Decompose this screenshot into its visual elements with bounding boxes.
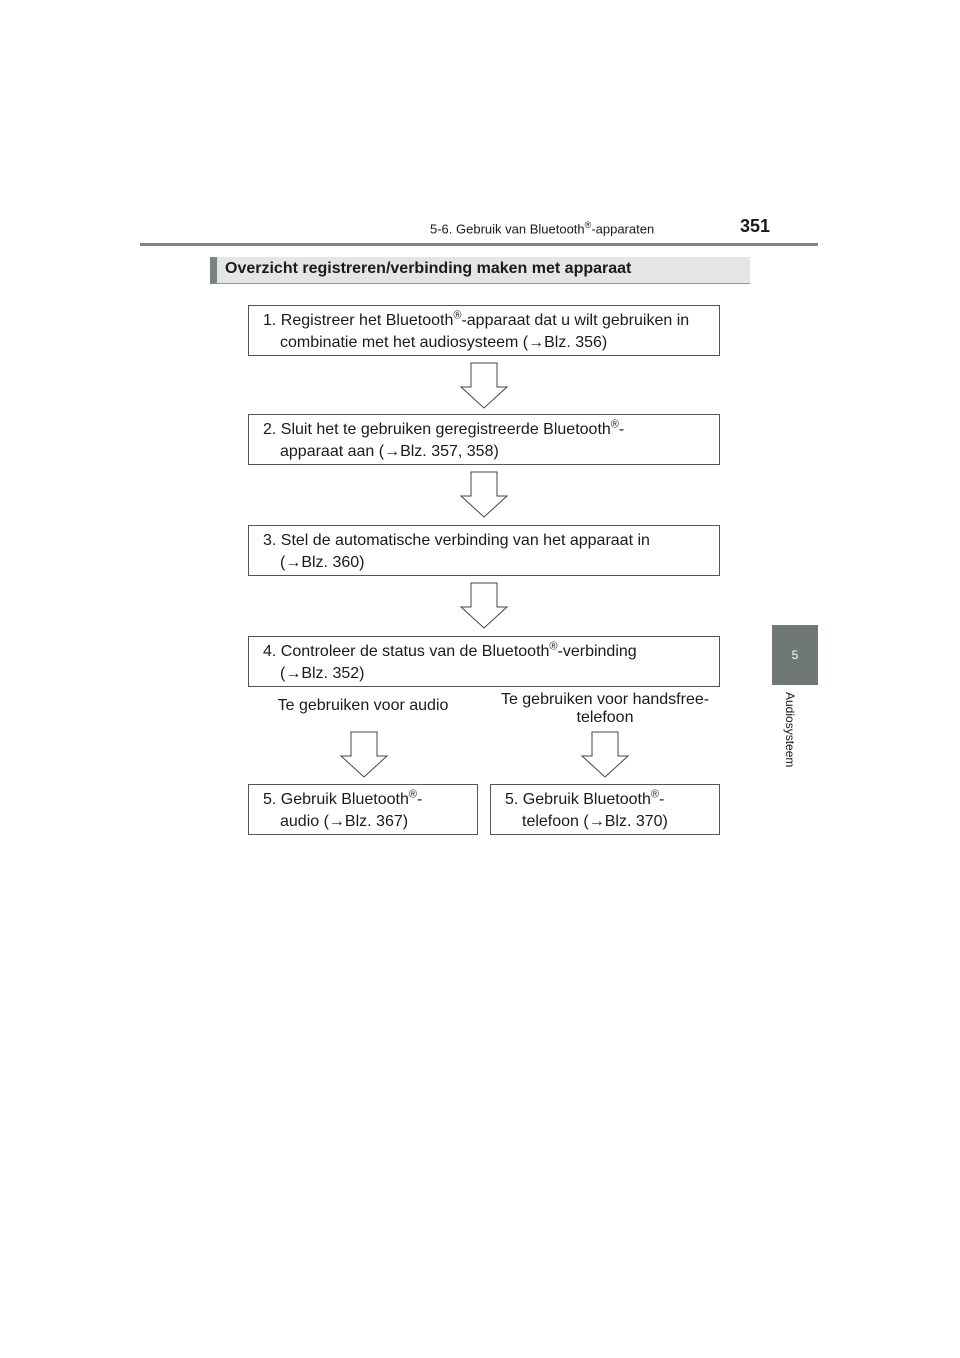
registered-mark: ® [610, 418, 619, 431]
step-text: 2. Sluit het te gebruiken geregistreerde Bluetooth [263, 421, 611, 438]
step-text-line2: apparaat aan (→Blz. 357, 358) [280, 443, 499, 460]
branch-label-handsfree [490, 691, 720, 727]
step-text-line2: telefoon (→Blz. 370) [522, 813, 668, 830]
step-text: - [618, 421, 625, 438]
branch-label-audio: Te gebruiken voor audio [277, 697, 449, 714]
step-text: 1. Registreer het Bluetooth [263, 312, 454, 329]
step-text: -apparaat dat u wilt gebruiken in [461, 312, 690, 329]
flow-step-3 [248, 525, 720, 576]
step-text: -verbinding [557, 643, 637, 660]
chapter-header [430, 220, 654, 236]
step-text: - [416, 791, 423, 808]
down-arrow-icon [460, 472, 508, 518]
header-divider [140, 243, 818, 246]
step-text-line2: audio (→Blz. 367) [280, 813, 409, 830]
chapter-header-suffix: -apparaten [591, 221, 655, 237]
step-text-line2: combinatie met het audiosysteem (→Blz. 356) [280, 334, 608, 351]
step-text: 5. Gebruik Bluetooth [505, 791, 651, 808]
down-arrow-icon [460, 363, 508, 409]
flow-step-5-telefoon [490, 784, 720, 835]
step-text: 3. Stel de automatische verbinding van het apparaat in [263, 532, 650, 549]
flow-step-4 [248, 636, 720, 687]
down-arrow-icon [460, 583, 508, 629]
flow-step-2 [248, 414, 720, 465]
registered-mark: ® [584, 220, 592, 230]
page-number: 351 [740, 216, 771, 236]
flow-step-5-audio [248, 784, 478, 835]
flow-step-1 [248, 305, 720, 356]
down-arrow-icon [581, 732, 629, 778]
step-text: - [658, 791, 665, 808]
branch-label-line2: telefoon [576, 709, 634, 726]
down-arrow-icon [340, 732, 388, 778]
registered-mark: ® [549, 640, 558, 653]
registered-mark: ® [453, 309, 462, 322]
registered-mark: ® [650, 788, 659, 801]
section-heading-bar [210, 257, 750, 284]
registered-mark: ® [408, 788, 417, 801]
section-title: Overzicht registreren/verbinding maken met apparaat [225, 260, 632, 277]
chapter-header-text: 5-6. Gebruik van Bluetooth [430, 221, 585, 237]
branch-label-line1: Te gebruiken voor handsfree- [500, 691, 710, 708]
step-text-line2: (→Blz. 360) [280, 554, 365, 571]
step-text-line2: (→Blz. 352) [280, 665, 365, 682]
chapter-tab-label: Audiosysteem [783, 692, 797, 768]
chapter-tab: 5 [772, 625, 818, 685]
step-text: 5. Gebruik Bluetooth [263, 791, 409, 808]
step-text: 4. Controleer de status van de Bluetooth [263, 643, 550, 660]
